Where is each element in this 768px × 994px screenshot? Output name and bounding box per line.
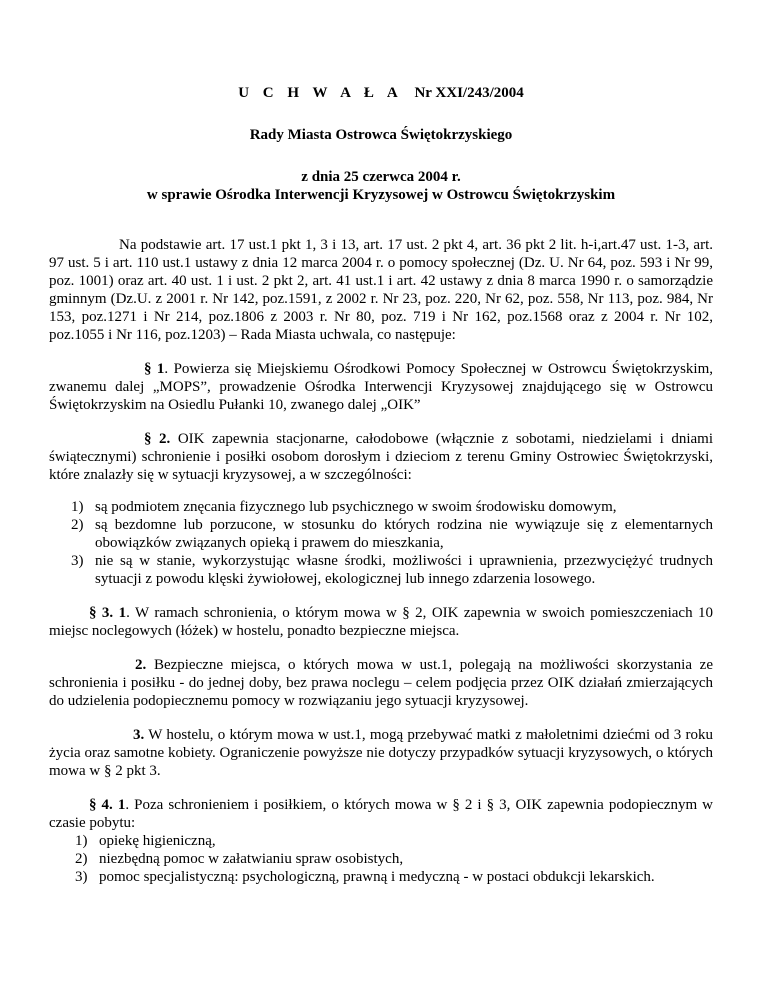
section-3-par-3 bbox=[49, 726, 713, 780]
section-3-par-2-text: Bezpieczne miejsca, o których mowa w ust.1, polegają na możliwości skorzystania ze schronienia i posiłku - do jednej doby, bez prawa noclegu – celem podjęcia przez OIK działań zmierzających do udzielenia podopiecznemu pomocy w rozwiązaniu jego sytuacji kryzysowej. bbox=[49, 657, 713, 709]
section-3-par-3-lead: 3. bbox=[133, 727, 145, 743]
section-1-text: . Powierza się Miejskiemu Ośrodkowi Pomocy Społecznej w Ostrowcu Świętokrzyskim, zwanemu dalej „MOPS”, prowadzenie Ośrodka Interwencji Kryzysowej znajdującego się w Ostrowcu Świętokrzyskim na Osiedlu Pułanki 10, zwanego dalej „OIK” bbox=[49, 361, 714, 413]
section-3-par-2 bbox=[49, 656, 713, 710]
section-4-list bbox=[75, 832, 713, 886]
section-3-par-1-text: . W ramach schronienia, o którym mowa w § 2, OIK zapewnia w swoich pomieszczeniach 10 miejsc noclegowych (łóżek) w hostelu, ponadto bezpieczne miejsca. bbox=[49, 605, 714, 639]
section-1-lead: § 1 bbox=[144, 361, 165, 377]
section-1 bbox=[49, 360, 713, 414]
title-word: U C H W A Ł A bbox=[238, 85, 403, 101]
document-title bbox=[49, 84, 713, 102]
section-3-par-3-text: W hostelu, o którym mowa w ust.1, mogą przebywać matki z małoletnimi dziećmi od 3 roku życia oraz samotne kobiety. Ograniczenie powyższe nie dotyczy przypadków sytuacji kryzysowych, o których mowa w § 2 pkt 3. bbox=[49, 727, 713, 779]
list-item: 3) nie są w stanie, wykorzystując własne środki, możliwości i uprawnienia, przezwyciężyć trudnych sytuacji z powodu klęski żywiołowej, ekologicznej lub innego zdarzenia losowego. bbox=[71, 553, 713, 587]
section-2-lead: § 2. bbox=[144, 431, 171, 447]
section-4 bbox=[49, 796, 713, 832]
section-2-text: OIK zapewnia stacjonarne, całodobowe (włącznie z sobotami, niedzielami i dniami świątecznymi) schronienie i posiłki osobom dorosłym i dzieciom z terenu Gminy Ostrowiec Świętokrzyski, które znalazły się w sytuacji kryzysowej, a w szczególności: bbox=[49, 431, 714, 483]
section-3-par-1 bbox=[49, 604, 713, 640]
section-2-list bbox=[71, 498, 713, 588]
section-3-par-2-lead: 2. bbox=[135, 657, 147, 673]
section-3-lead: § 3. 1 bbox=[89, 605, 127, 621]
council-name: Rady Miasta Ostrowca Świętokrzyskiego bbox=[249, 127, 513, 143]
section-4-text: . Poza schronieniem i posiłkiem, o których mowa w § 2 i § 3, OIK zapewnia podopiecznym w czasie pobytu: bbox=[49, 797, 714, 831]
resolution-subject: w sprawie Ośrodka Interwencji Kryzysowej w Ostrowcu Świętokrzyskim bbox=[146, 187, 616, 203]
list-item: 1) opiekę higieniczną, bbox=[75, 833, 216, 849]
list-item: 1) są podmiotem znęcania fizycznego lub psychicznego w swoim środowisku domowym, bbox=[71, 499, 617, 515]
preamble: Na podstawie art. 17 ust.1 pkt 1, 3 i 13, art. 17 ust. 2 pkt 4, art. 36 pkt 2 lit. h-i,art.47 ust. 1-3, art. 97 ust. 5 i art. 110 ust.1 ustawy z dnia 12 marca 2004 r. o pomocy społecznej (Dz. U. Nr 64, poz. 593 i Nr 99, poz. 1001) oraz art. 40 ust. 1 i ust. 2 pkt 2, art. 41 ust.1 i art. 42 ustawy z dnia 8 marca 1990 r. o samorządzie gminnym (Dz.U. z 2001 r. Nr 142, poz.1591, z 2002 r. Nr 23, poz. 220, Nr 62, poz. 558, Nr 113, poz. 984, Nr 153, poz.1271 i Nr 214, poz.1806 z 2003 r. Nr 80, poz. 719 i Nr 162, poz.1568 oraz z 2004 r. Nr 102, poz.1055 i Nr 116, poz.1203) – Rada Miasta uchwala, co następuje: bbox=[49, 237, 713, 343]
resolution-date-subject bbox=[49, 168, 713, 204]
list-item: 3) pomoc specjalistyczną: psychologiczną, prawną i medyczną - w postaci obdukcji lekarskich. bbox=[75, 869, 655, 885]
resolution-number: Nr XXI/243/2004 bbox=[414, 85, 524, 101]
section-2 bbox=[49, 430, 713, 484]
list-item: 2) niezbędną pomoc w załatwianiu spraw osobistych, bbox=[75, 851, 404, 867]
section-4-lead: § 4. 1 bbox=[89, 797, 126, 813]
list-item: 2) są bezdomne lub porzucone, w stosunku do których rodzina nie wywiązuje się z elementarnych obowiązków związanych opieką i prawem do mieszkania, bbox=[71, 517, 713, 551]
resolution-date: z dnia 25 czerwca 2004 r. bbox=[301, 169, 461, 185]
